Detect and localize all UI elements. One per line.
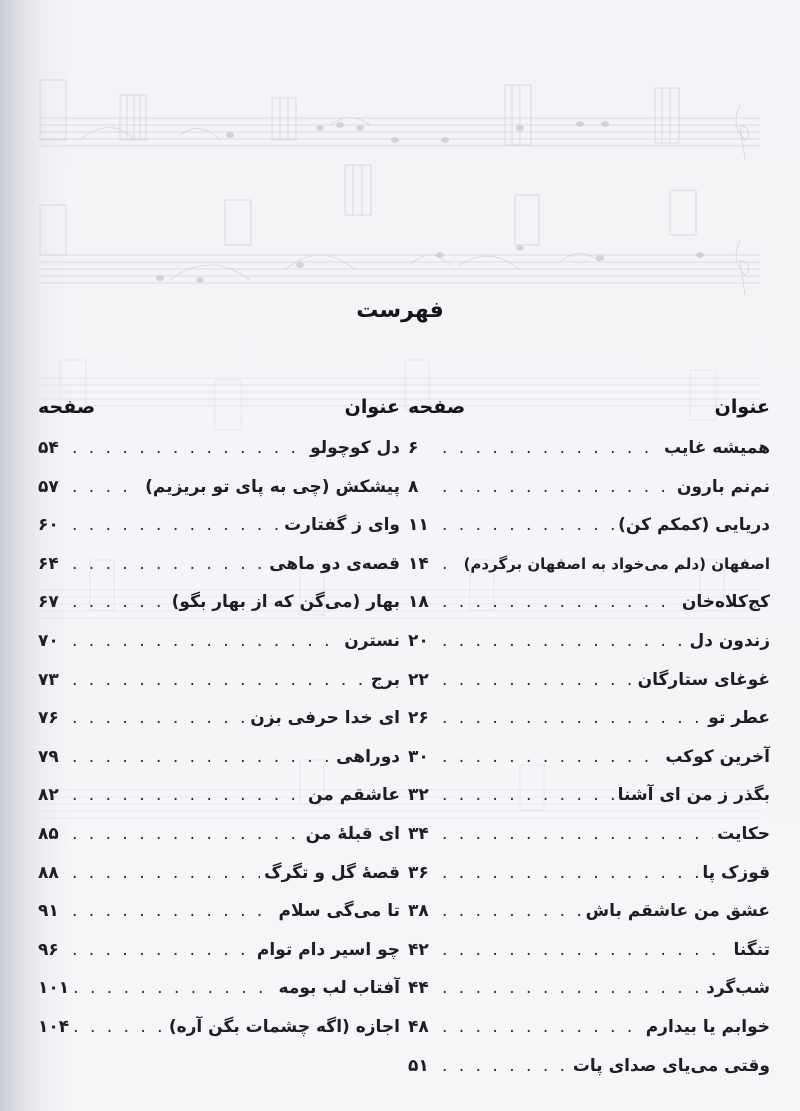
entry-page: ۳۰: [408, 746, 429, 767]
dot-leader: [442, 824, 713, 844]
entry-page: ۳۴: [408, 823, 429, 844]
dot-leader: [442, 1017, 642, 1037]
entry-title: عشق من عاشقم باش: [585, 901, 770, 922]
toc-entry[interactable]: [38, 592, 400, 631]
dot-leader: [442, 515, 614, 535]
entry-title: عاشقم من: [307, 785, 400, 806]
dot-leader: [72, 515, 280, 535]
dot-leader: [72, 592, 168, 612]
entry-page: ۷۶: [38, 708, 59, 729]
toc-entry[interactable]: [408, 438, 770, 477]
entry-title: دل کوچولو: [310, 438, 400, 458]
dot-leader: [72, 554, 265, 574]
dot-leader: [442, 708, 704, 728]
toc-entry[interactable]: [38, 785, 400, 824]
entry-page: ۱۰۴: [38, 1016, 70, 1037]
dot-leader: [72, 940, 253, 960]
header-page-label: صفحه: [38, 396, 96, 418]
dot-leader: [442, 477, 673, 497]
entry-title: نم‌نم بارون: [677, 476, 770, 497]
entry-title: نسترن: [344, 630, 400, 651]
toc-entry[interactable]: [38, 978, 400, 1017]
entry-title: ای خدا حرفی بزن: [250, 708, 400, 729]
entry-page: ۲۰: [408, 630, 429, 651]
entry-page: ۸: [408, 476, 419, 497]
entry-title: برج: [370, 669, 400, 690]
entry-title: بگذر ز من ای آشنا: [617, 785, 770, 806]
entry-title: بهار (می‌گن که از بهار بگو): [171, 592, 400, 613]
toc-entry[interactable]: [408, 670, 770, 709]
entry-title: پیشکش (چی به پای تو بریزیم): [145, 476, 400, 497]
dot-leader: [442, 785, 614, 805]
toc-entry[interactable]: [38, 747, 400, 786]
dot-leader: [442, 747, 661, 767]
dot-leader: [442, 901, 582, 921]
dot-leader: [72, 747, 332, 767]
toc-entry[interactable]: [408, 747, 770, 786]
dot-leader: [72, 901, 275, 921]
entry-page: ۶۰: [38, 515, 59, 536]
toc-entry[interactable]: [38, 863, 400, 902]
toc-entry[interactable]: [408, 631, 770, 670]
entry-title: آفتاب لب بومه: [278, 978, 400, 999]
toc-entry[interactable]: [38, 1017, 400, 1056]
toc-entry[interactable]: [38, 515, 400, 554]
entry-title: حکایت: [717, 823, 770, 844]
dot-leader: [442, 631, 686, 651]
entry-title: قصهٔ گل و تگرگ: [264, 862, 400, 883]
entry-title: ای قبلهٔ من: [305, 823, 400, 844]
toc-entry[interactable]: [38, 901, 400, 940]
toc-entry[interactable]: [408, 940, 770, 979]
entry-page: ۱۸: [408, 592, 429, 613]
entry-page: ۶۴: [38, 553, 59, 574]
dot-leader: [442, 554, 460, 574]
entry-page: ۴۸: [408, 1016, 429, 1037]
entry-page: ۱۴: [408, 553, 429, 574]
entry-page: ۶: [408, 438, 419, 458]
header-page-label: صفحه: [408, 396, 466, 418]
entry-page: ۵۷: [38, 476, 59, 497]
dot-leader: [442, 940, 729, 960]
entry-title: عطر تو: [708, 708, 770, 729]
toc-entry[interactable]: [408, 515, 770, 554]
toc-entry[interactable]: [38, 708, 400, 747]
entry-title: شب‌گرد: [706, 978, 770, 999]
dot-leader: [72, 631, 340, 651]
toc-entry[interactable]: [408, 477, 770, 516]
dot-leader: [442, 670, 634, 690]
entry-title: خوابم یا بیدارم: [645, 1016, 770, 1037]
entry-title: دریایی (کمکم کن): [618, 515, 770, 536]
toc-entry[interactable]: [408, 978, 770, 1017]
toc-entry[interactable]: [38, 554, 400, 593]
dot-leader: [442, 978, 702, 998]
dot-leader: [72, 708, 246, 728]
entry-title: اجازه (اگه چشمات بگن آره): [168, 1016, 400, 1037]
toc-entry[interactable]: [408, 824, 770, 863]
column-header: [38, 396, 400, 426]
toc-entry[interactable]: [408, 1017, 770, 1056]
entry-title: وای ز گفتارت: [284, 515, 400, 536]
entry-page: ۷۰: [38, 630, 59, 651]
dot-leader: [442, 863, 698, 883]
dot-leader: [72, 670, 367, 690]
entry-title: تا می‌گی سلام: [278, 901, 400, 922]
entry-title: زندون دل: [689, 630, 770, 651]
toc-entry[interactable]: [38, 438, 400, 477]
entry-page: ۱۰۱: [38, 978, 70, 999]
dot-leader: [442, 438, 660, 458]
entry-title: چو اسیر دام توام: [256, 939, 400, 960]
toc-entry[interactable]: [38, 631, 400, 670]
entry-title: دوراهی: [336, 746, 400, 767]
toc-entry[interactable]: [38, 670, 400, 709]
page-title: فهرست: [356, 298, 444, 323]
toc-entry[interactable]: [38, 477, 400, 516]
entry-title: غوغای ستارگان: [637, 669, 770, 690]
toc-column-right: [408, 396, 770, 1094]
entry-page: ۳۸: [408, 901, 429, 922]
entry-page: ۸۵: [38, 823, 59, 844]
entry-title: آخرین کوکب: [665, 746, 770, 767]
entry-title: وقتی می‌یای صدای پات: [572, 1055, 770, 1076]
entry-page: ۲۲: [408, 669, 429, 690]
toc-entry[interactable]: [408, 592, 770, 631]
header-title-label: عنوان: [344, 396, 400, 418]
toc-entry[interactable]: [38, 824, 400, 863]
entry-page: ۹۶: [38, 939, 59, 960]
entry-page: ۳۶: [408, 862, 429, 883]
toc-entry[interactable]: [408, 554, 770, 593]
entry-page: ۴۴: [408, 978, 429, 999]
dot-leader: [72, 824, 302, 844]
entry-page: ۱۱: [408, 515, 429, 536]
dot-leader: [73, 1017, 165, 1037]
entry-page: ۸۸: [38, 862, 59, 883]
toc-column-left: [38, 396, 400, 1056]
entry-title: اصفهان (دلم می‌خواد به اصفهان برگردم): [463, 554, 770, 573]
toc-entry[interactable]: [408, 785, 770, 824]
dot-leader: [72, 863, 260, 883]
column-header: [408, 396, 770, 426]
entry-page: ۸۲: [38, 785, 59, 806]
entry-page: ۵۱: [408, 1055, 429, 1076]
header-title-label: عنوان: [714, 396, 770, 418]
dot-leader: [442, 1056, 569, 1076]
dot-leader: [73, 978, 274, 998]
toc-entry[interactable]: [38, 940, 400, 979]
toc-entry[interactable]: [408, 708, 770, 747]
toc-entry[interactable]: [408, 863, 770, 902]
entry-title: تنگنا: [733, 939, 770, 960]
dot-leader: [442, 592, 678, 612]
toc-entry[interactable]: [408, 901, 770, 940]
entry-page: ۷۹: [38, 746, 59, 767]
entry-title: قصه‌ی دو ماهی: [269, 553, 400, 574]
dot-leader: [72, 785, 304, 805]
dot-leader: [72, 438, 306, 458]
entry-title: قوزک پا: [702, 862, 770, 883]
entry-page: ۹۱: [38, 901, 59, 922]
toc-entry[interactable]: [408, 1056, 770, 1095]
entry-page: ۵۴: [38, 438, 59, 458]
entry-page: ۳۲: [408, 785, 429, 806]
entry-page: ۷۳: [38, 669, 59, 690]
entry-page: ۶۷: [38, 592, 59, 613]
entry-page: ۲۶: [408, 708, 429, 729]
dot-leader: [72, 477, 141, 497]
entry-page: ۴۲: [408, 939, 429, 960]
entry-title: کج‌کلاه‌خان: [681, 592, 770, 613]
entry-title: همیشه غایب: [663, 438, 770, 458]
